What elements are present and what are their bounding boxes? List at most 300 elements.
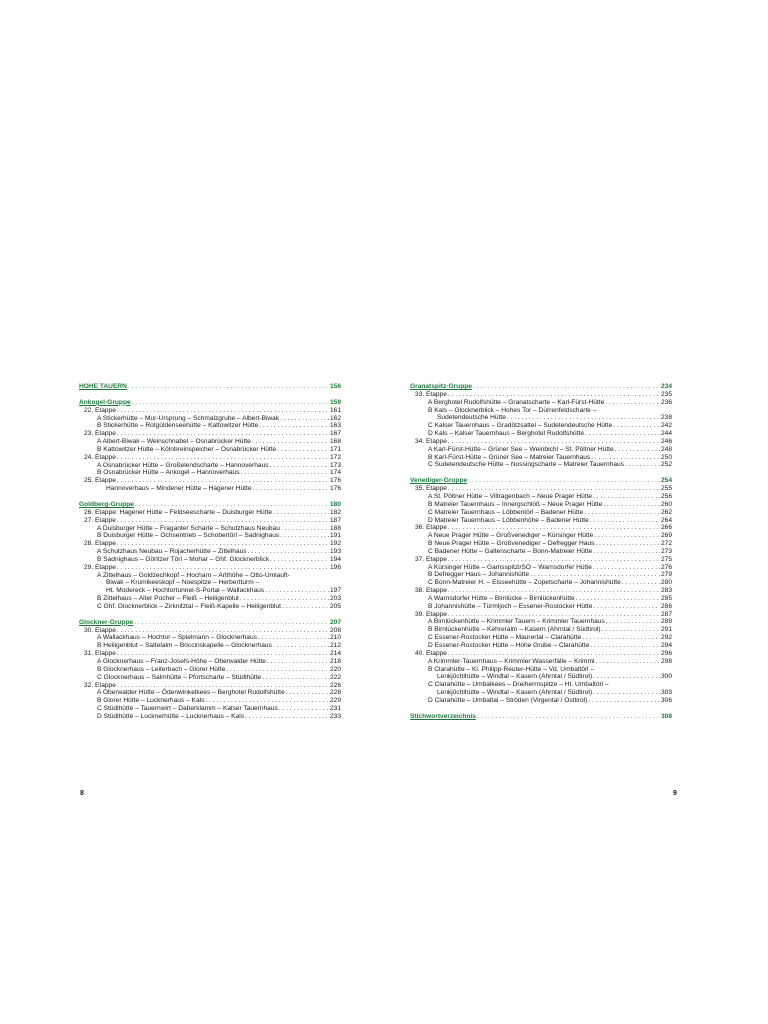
- toc-group-heading[interactable]: [79, 619, 341, 627]
- dot-leader: [594, 532, 660, 540]
- toc-entry-title: 35. Etappe: [415, 485, 447, 493]
- dot-leader: [128, 383, 329, 391]
- toc-page-number: 238: [660, 414, 672, 422]
- toc-entry[interactable]: [79, 446, 341, 454]
- toc-entry-title: 39. Etappe: [415, 610, 447, 618]
- toc-group-heading[interactable]: [79, 501, 341, 509]
- page-number-left: 8: [80, 790, 84, 797]
- toc-entry[interactable]: [79, 634, 341, 642]
- toc-page-number: 194: [329, 555, 341, 563]
- dot-leader: [593, 673, 660, 681]
- dot-leader: [265, 587, 329, 595]
- toc-entry-title: A St. Pöltner Hütte – Viltragenbach – Neue Prager Hütte: [428, 492, 593, 500]
- toc-entry[interactable]: [79, 627, 341, 635]
- toc-entry-title: A Osnabrücker Hütte – Großelendscharte – Hannoverhaus: [97, 461, 269, 469]
- toc-entry-title: 36. Etappe: [415, 524, 447, 532]
- group-spacer: [79, 391, 341, 399]
- dot-leader: [281, 525, 329, 533]
- toc-entry[interactable]: [410, 681, 672, 689]
- group-spacer: [79, 493, 341, 501]
- toc-page-number: 246: [660, 437, 672, 445]
- toc-page-number: 289: [660, 618, 672, 626]
- toc-entry[interactable]: [79, 658, 341, 666]
- toc-group-heading[interactable]: [410, 477, 672, 485]
- toc-entry-title: C Ghf. Glocknerblick – Zirknitztal – Fleiß-Kapelle – Heiligenblut: [97, 602, 281, 610]
- toc-entry-title: A Zittelhaus – Goldzechkopf – Hocharn – Arlthöhe – Otto-Umlauft-: [97, 571, 290, 579]
- toc-entry[interactable]: [410, 666, 672, 674]
- toc-page-number: 222: [329, 673, 341, 681]
- toc-entry[interactable]: [410, 556, 672, 564]
- toc-entry-title: Biwak – Krumlkeeskopf – Noespitze – Herbertturm –: [106, 579, 260, 587]
- dot-leader: [273, 642, 329, 650]
- toc-page-number: 180: [329, 500, 341, 508]
- dot-leader: [590, 517, 660, 525]
- dot-leader: [205, 697, 329, 705]
- toc-entry-title: B Clarahütte – Kl. Philipp-Reuter-Hütte – Vd. Umbaltörl –: [428, 665, 595, 673]
- dot-leader: [625, 461, 660, 469]
- toc-page-number: 236: [660, 398, 672, 406]
- toc-entry-title: B Stickerhütte – Rotgüldenseehütte – Kattowitzer Hütte: [97, 422, 259, 430]
- toc-page-number: 182: [329, 508, 341, 516]
- toc-entry[interactable]: [410, 493, 672, 501]
- toc-entry-title: A Glocknerhaus – Franz-Josefs-Höhe – Oberwalder Hütte: [97, 658, 266, 665]
- toc-entry[interactable]: [79, 509, 341, 517]
- toc-page-number: 296: [660, 649, 672, 657]
- toc-page-number: 272: [660, 540, 672, 548]
- dot-leader: [593, 548, 660, 556]
- dot-leader: [448, 485, 660, 493]
- toc-page-number: 176: [329, 477, 341, 485]
- dot-leader: [248, 548, 329, 556]
- toc-page-number: 306: [660, 696, 672, 704]
- toc-entry-title: C Glocknerhaus – Salmhütte – Pfortscharte – Stüdlhütte: [97, 673, 262, 681]
- dot-leader: [593, 564, 660, 572]
- toc-entry-title: HOHE TAUERN: [79, 383, 127, 390]
- toc-entry-title: B Johannishütte – Türmljoch – Essener-Rostocker Hütte: [428, 602, 593, 610]
- dot-leader: [286, 689, 329, 697]
- dot-leader: [448, 524, 660, 532]
- toc-entry-title: B Sadnighaus – Göritzer Törl – Mohar – Ghf. Glocknerblick: [97, 555, 270, 563]
- toc-group-heading[interactable]: [410, 383, 672, 391]
- dot-leader: [603, 501, 660, 509]
- toc-entry[interactable]: [410, 626, 672, 634]
- dot-leader: [595, 540, 660, 548]
- toc-entry-title: Lenkjöchlhütte – Windtal – Kasern (Ahrntal / Südtirol): [437, 673, 593, 681]
- dot-leader: [602, 626, 660, 634]
- toc-entry-title: Lenkjöchlhütte – Windtal – Kasern (Ahrntal / Südtirol): [437, 689, 593, 697]
- toc-page-number: 269: [660, 532, 672, 540]
- toc-page-number: 233: [329, 712, 341, 720]
- toc-entry[interactable]: [410, 603, 672, 611]
- toc-entry-title: Stichwortverzeichnis: [410, 712, 476, 720]
- toc-entry[interactable]: [410, 509, 672, 517]
- toc-page-number: 298: [660, 657, 672, 665]
- toc-page-number: 276: [660, 563, 672, 571]
- dot-leader: [448, 650, 660, 658]
- toc-entry-title: 34. Etappe: [415, 437, 447, 445]
- toc-entry[interactable]: [79, 532, 341, 540]
- toc-entry-title: 22. Etappe: [84, 406, 116, 414]
- toc-entry-title: 30. Etappe: [84, 626, 116, 634]
- toc-page-number: 176: [329, 485, 341, 493]
- toc-entry-title: 26. Etappe: Hagener Hütte – Feldseescharte – Duisburger Hütte: [84, 508, 273, 516]
- dot-leader: [132, 399, 329, 407]
- toc-entry-title: D Clarahütte – Umbaltal – Ströden (Virgental / Osttirol): [428, 696, 588, 704]
- toc-entry[interactable]: [79, 556, 341, 564]
- toc-entry[interactable]: [79, 705, 341, 713]
- toc-entry-title: A Karl-Fürst-Hütte – Grüner See – Weinbichl – St. Pöltner Hütte: [428, 445, 614, 453]
- toc-entry[interactable]: [79, 650, 341, 658]
- toc-entry-title: 33. Etappe: [415, 390, 447, 398]
- toc-page-number: 167: [329, 430, 341, 438]
- toc-entry-title: A Berghotel Rudolfshütte – Granatscharte – Karl-Fürst-Hütte: [428, 398, 605, 406]
- toc-page-number: 242: [660, 422, 672, 430]
- toc-page-number: 212: [329, 642, 341, 650]
- toc-page-number: 291: [660, 626, 672, 634]
- toc-page-number: 197: [329, 587, 341, 595]
- toc-entry-title: C Matreier Tauernhaus – Löbbentörl – Badener Hütte: [428, 508, 584, 516]
- toc-page-number: 275: [660, 555, 672, 563]
- toc-entry-title: Venediger-Gruppe: [410, 477, 468, 485]
- dot-leader: [591, 454, 660, 462]
- dot-leader: [593, 493, 660, 501]
- dot-leader: [448, 611, 660, 619]
- toc-entry-title: Sudetendeutsche Hütte: [437, 414, 506, 422]
- toc-entry[interactable]: [79, 564, 341, 572]
- dot-leader: [117, 650, 329, 658]
- toc-entry-title: C Sudetendeutsche Hütte – Nussingscharte – Matreier Tauernhaus: [428, 461, 624, 469]
- toc-entry-title: C Clarahütte – Umbalkees – Dreiherrnspitze – Ht. Umbaltörl –: [428, 681, 609, 689]
- toc-entry-title: 29. Etappe: [84, 563, 116, 571]
- toc-group-heading[interactable]: [79, 383, 341, 391]
- toc-entry-title: B Birnlückenhütte – Kehreralm – Kasern (Ahrntal / Südtirol): [428, 626, 601, 634]
- toc-entry-title: A Duisburger Hütte – Fraganter Scharte – Schutzhaus Neubau: [97, 524, 280, 532]
- dot-leader: [267, 658, 329, 666]
- dot-leader: [613, 422, 660, 430]
- dot-leader: [117, 430, 329, 438]
- toc-entry[interactable]: [410, 422, 672, 430]
- toc-page-number: 234: [660, 383, 672, 390]
- dot-leader: [117, 627, 329, 635]
- toc-page-number: 210: [329, 634, 341, 642]
- toc-page-number: 207: [329, 618, 341, 626]
- dot-leader: [582, 634, 660, 642]
- toc-entry[interactable]: [410, 517, 672, 525]
- toc-entry-title: C Essener-Rostocker Hütte – Maurertal – Clarahütte: [428, 634, 582, 642]
- toc-page-number: 228: [329, 689, 341, 697]
- toc-entry-title: B Kals – Glocknerblick – Hohes Tor – Dürrenfeldscharte –: [428, 406, 597, 414]
- toc-entry-title: A Neue Prager Hütte – Großvenediger – Kürsinger Hütte: [428, 532, 594, 540]
- toc-page-number: 220: [329, 665, 341, 673]
- toc-entry[interactable]: [410, 673, 672, 681]
- toc-page-number: 173: [329, 461, 341, 469]
- toc-entry-title: B Zittelhaus – Alter Pocher – Fleiß – Heiligenblut: [97, 595, 239, 603]
- dot-leader: [117, 454, 329, 462]
- toc-entry[interactable]: [410, 461, 672, 469]
- toc-entry[interactable]: [410, 579, 672, 587]
- toc-page-number: 292: [660, 634, 672, 642]
- toc-entry[interactable]: [410, 391, 672, 399]
- toc-entry-title: Goldberg-Gruppe: [79, 500, 134, 508]
- toc-page-number: 187: [329, 516, 341, 524]
- toc-entry-title: 28. Etappe: [84, 540, 116, 548]
- toc-entry[interactable]: [79, 540, 341, 548]
- toc-entry-title: B Defregger Haus – Johannishütte: [428, 571, 530, 579]
- dot-leader: [593, 689, 660, 697]
- toc-page-number: 193: [329, 548, 341, 556]
- toc-page-number: 196: [329, 563, 341, 571]
- toc-entry-title: 27. Etappe: [84, 516, 116, 524]
- dot-leader: [468, 477, 660, 485]
- toc-entry-title: Glockner-Gruppe: [79, 618, 134, 626]
- toc-entry-title: A Kürsinger Hütte – Gamsspitzl/SO – Warnsdorfer Hütte: [428, 563, 592, 571]
- toc-entry-title: D Kals – Kalser Tauernhaus – Berghotel Rudolfshütte: [428, 430, 585, 438]
- toc-entry[interactable]: [79, 713, 341, 721]
- dot-leader: [282, 603, 329, 611]
- toc-page-number: 191: [329, 532, 341, 540]
- toc-page-number: 303: [660, 689, 672, 697]
- toc-page-number: 260: [660, 500, 672, 508]
- dot-leader: [448, 438, 660, 446]
- dot-leader: [615, 446, 660, 454]
- right-page-toc: [410, 383, 672, 721]
- toc-entry[interactable]: [410, 446, 672, 454]
- dot-leader: [584, 509, 660, 517]
- toc-entry-title: B Matreier Tauernhaus – Innergschlöß – Neue Prager Hütte: [428, 500, 603, 508]
- toc-entry-title: C Bonn-Matreier H. – Eisseehütte – Zopetscharte – Johannishütte: [428, 579, 621, 587]
- toc-page-number: 168: [329, 438, 341, 446]
- toc-entry[interactable]: [79, 579, 341, 587]
- toc-page-number: 248: [660, 445, 672, 453]
- toc-entry[interactable]: [410, 571, 672, 579]
- toc-page-number: 286: [660, 602, 672, 610]
- toc-page-number: 162: [329, 414, 341, 422]
- dot-leader: [477, 713, 660, 721]
- toc-entry[interactable]: [79, 548, 341, 556]
- toc-entry[interactable]: [410, 658, 672, 666]
- toc-entry-title: A Oberwalder Hütte – Ödenwinkelkees – Berghotel Rudolfshütte: [97, 689, 285, 697]
- toc-page-number: 264: [660, 516, 672, 524]
- toc-entry[interactable]: [410, 438, 672, 446]
- toc-entry-title: 37. Etappe: [415, 555, 447, 563]
- toc-page-number: 231: [329, 705, 341, 713]
- toc-entry[interactable]: [79, 642, 341, 650]
- toc-page-number: 188: [329, 524, 341, 532]
- dot-leader: [585, 430, 660, 438]
- toc-entry[interactable]: [79, 697, 341, 705]
- dot-leader: [117, 517, 329, 525]
- dot-leader: [605, 399, 660, 407]
- toc-page-number: 300: [660, 673, 672, 681]
- toc-page-number: 294: [660, 642, 672, 649]
- toc-entry[interactable]: [79, 407, 341, 415]
- toc-entry[interactable]: [79, 485, 341, 493]
- toc-entry[interactable]: [410, 399, 672, 407]
- dot-leader: [253, 485, 329, 493]
- toc-entry-title: A Warnsdorfer Hütte – Birnlücke – Birnlückenhütte: [428, 594, 575, 602]
- dot-leader: [270, 462, 329, 470]
- dot-leader: [117, 540, 329, 548]
- dot-leader: [588, 697, 660, 705]
- toc-group-heading[interactable]: [410, 713, 672, 721]
- toc-entry-title: B Karl-Fürst-Hütte – Grüner See – Matreier Tauernhaus: [428, 453, 591, 461]
- toc-entry[interactable]: [79, 689, 341, 697]
- dot-leader: [448, 556, 660, 564]
- dot-leader: [593, 603, 660, 611]
- toc-entry[interactable]: [410, 697, 672, 705]
- toc-entry[interactable]: [79, 587, 341, 595]
- toc-entry[interactable]: [79, 430, 341, 438]
- toc-entry[interactable]: [79, 666, 341, 674]
- toc-page-number: 283: [660, 587, 672, 595]
- toc-page-number: 244: [660, 430, 672, 438]
- group-spacer: [410, 469, 672, 477]
- toc-entry[interactable]: [410, 618, 672, 626]
- dot-leader: [279, 705, 329, 713]
- toc-page-number: 156: [329, 383, 341, 390]
- toc-page-number: 252: [660, 461, 672, 469]
- toc-entry-title: 24. Etappe: [84, 453, 116, 461]
- toc-page-number: 285: [660, 594, 672, 602]
- dot-leader: [241, 469, 329, 477]
- toc-entry[interactable]: [79, 422, 341, 430]
- dot-leader: [606, 618, 660, 626]
- toc-entry-title: 23. Etappe: [84, 430, 116, 438]
- toc-entry-title: 38. Etappe: [415, 587, 447, 595]
- toc-entry-title: 25. Etappe: [84, 477, 116, 485]
- toc-page-number: 255: [660, 485, 672, 493]
- toc-entry-title: C Kalser Tauernhaus – Gradötzsattel – Sudetendeutsche Hütte: [428, 422, 613, 430]
- toc-entry-title: Ankogel-Gruppe: [79, 398, 131, 406]
- toc-entry[interactable]: [410, 634, 672, 642]
- toc-entry-title: B Glocknerhaus – Leiterbach – Glorer Hütte: [97, 665, 226, 673]
- toc-entry-title: C Stüdlhütte – Tauernwirt – Daberklamm – Kalser Tauernhaus: [97, 705, 278, 713]
- toc-page-number: 273: [660, 547, 672, 555]
- toc-entry-title: B Heiligenblut – Sattelalm – Briccinskapelle – Glocknerhaus: [97, 642, 272, 650]
- dot-leader: [280, 532, 329, 540]
- dot-leader: [622, 579, 660, 587]
- toc-page-number: 205: [329, 602, 341, 610]
- toc-page-number: 226: [329, 681, 341, 689]
- toc-entry[interactable]: [79, 438, 341, 446]
- page-number-right: 9: [673, 790, 677, 797]
- toc-entry[interactable]: [79, 469, 341, 477]
- dot-leader: [448, 391, 660, 399]
- toc-page-number: 172: [329, 453, 341, 461]
- toc-entry-title: B Osnabrücker Hütte – Ankogel – Hannoverhaus: [97, 469, 240, 477]
- toc-entry-title: 31. Etappe: [84, 650, 116, 658]
- toc-entry[interactable]: [410, 407, 672, 415]
- toc-entry[interactable]: [410, 524, 672, 532]
- dot-leader: [135, 501, 329, 509]
- toc-entry-title: Ht. Modereck – Hochtortunnel-S-Portal – Wallackhaus: [106, 587, 265, 595]
- toc-entry[interactable]: [410, 485, 672, 493]
- toc-page-number: 308: [660, 712, 672, 720]
- toc-entry[interactable]: [410, 501, 672, 509]
- dot-leader: [117, 564, 329, 572]
- toc-page-number: 279: [660, 571, 672, 579]
- toc-entry[interactable]: [410, 454, 672, 462]
- toc-entry[interactable]: [79, 477, 341, 485]
- toc-entry[interactable]: [79, 517, 341, 525]
- toc-page-number: 218: [329, 658, 341, 665]
- dot-leader: [134, 619, 329, 627]
- toc-page-number: 262: [660, 508, 672, 516]
- dot-leader: [226, 666, 329, 674]
- toc-page-number: 287: [660, 610, 672, 618]
- dot-leader: [117, 407, 329, 415]
- toc-page-number: 174: [329, 469, 341, 477]
- toc-entry[interactable]: [79, 595, 341, 603]
- toc-entry[interactable]: [410, 540, 672, 548]
- toc-entry-title: A Schutzhaus Neubau – Rojacherhütte – Zittelhaus: [97, 548, 247, 556]
- toc-page-number: 214: [329, 650, 341, 658]
- toc-entry-title: A Stickerhütte – Mur-Ursprung – Schmalzgrube – Albert-Biwak: [97, 414, 280, 422]
- toc-entry[interactable]: [79, 454, 341, 462]
- toc-page-number: 266: [660, 524, 672, 532]
- toc-entry[interactable]: [79, 674, 341, 682]
- toc-entry[interactable]: [410, 642, 672, 650]
- toc-page-number: 229: [329, 697, 341, 705]
- toc-page-number: 171: [329, 445, 341, 453]
- toc-entry-title: A Krimmler-Tauernhaus – Krimmler Wasserfälle – Krimml: [428, 657, 595, 665]
- dot-leader: [473, 383, 660, 391]
- toc-entry[interactable]: [410, 689, 672, 697]
- toc-entry-title: A Albert-Biwak – Weinschnabel – Osnabrücker Hütte: [97, 438, 251, 446]
- toc-page-number: 235: [660, 390, 672, 398]
- toc-entry[interactable]: [79, 462, 341, 470]
- dot-leader: [258, 634, 329, 642]
- toc-entry-title: B Glorer Hütte – Lucknerhaus – Kals: [97, 697, 205, 705]
- toc-entry-title: A Birnlückenhütte – Krimmler Tauern – Krimmler Tauernhaus: [428, 618, 605, 626]
- toc-page-number: 161: [329, 406, 341, 414]
- toc-group-heading[interactable]: [79, 399, 341, 407]
- toc-entry-title: B Neue Prager Hütte – Großvenediger – Defregger Haus: [428, 540, 595, 548]
- toc-entry[interactable]: [79, 572, 341, 580]
- toc-entry[interactable]: [410, 611, 672, 619]
- dot-leader: [259, 422, 329, 430]
- toc-entry[interactable]: [410, 650, 672, 658]
- toc-entry[interactable]: [79, 525, 341, 533]
- toc-entry[interactable]: [410, 414, 672, 422]
- dot-leader: [245, 713, 329, 721]
- dot-leader: [277, 446, 329, 454]
- toc-entry-title: Granatspitz-Gruppe: [410, 383, 472, 390]
- toc-entry-title: A Wallackhaus – Hochtor – Spielmann – Glocknerhaus: [97, 634, 257, 642]
- toc-page-number: 280: [660, 579, 672, 587]
- group-spacer: [410, 705, 672, 713]
- toc-entry-title: Hannoverhaus – Mindener Hütte – Hagener Hütte: [106, 485, 252, 493]
- toc-entry[interactable]: [410, 595, 672, 603]
- dot-leader: [595, 658, 660, 666]
- dot-leader: [590, 642, 660, 650]
- dot-leader: [273, 509, 329, 517]
- toc-entry[interactable]: [410, 587, 672, 595]
- group-spacer: [79, 611, 341, 619]
- toc-entry[interactable]: [79, 415, 341, 423]
- toc-entry[interactable]: [410, 430, 672, 438]
- toc-entry[interactable]: [410, 564, 672, 572]
- toc-page-number: 159: [329, 398, 341, 406]
- dot-leader: [530, 571, 660, 579]
- toc-entry[interactable]: [410, 548, 672, 556]
- toc-entry[interactable]: [410, 532, 672, 540]
- dot-leader: [252, 438, 329, 446]
- dot-leader: [507, 414, 660, 422]
- toc-entry[interactable]: [79, 603, 341, 611]
- toc-entry-title: B Duisburger Hütte – Ochsentrieb – Schobertörl – Sadnighaus: [97, 532, 280, 540]
- toc-page-number: 203: [329, 595, 341, 603]
